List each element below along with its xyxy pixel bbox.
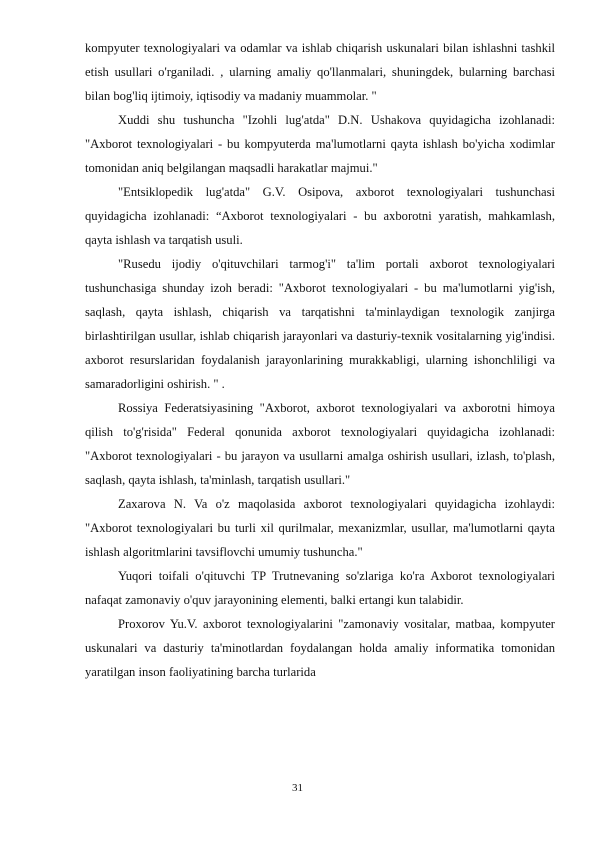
paragraph-zaxarova: Zaxarova N. Va o'z maqolasida axborot texnologiyalari quyidagicha izohlaydi: "Axborot texnologiyalari bu turli xil qurilmalar, mexanizmlar, usullar, ma'lumotlarni qayta ishlash algoritmlarini tavsiflovchi umumiy tushuncha."	[85, 497, 555, 559]
document-body	[85, 36, 555, 684]
page-number: 31	[292, 782, 303, 794]
paragraph-osipova: "Entsiklopedik lug'atda" G.V. Osipova, axborot texnologiyalari tushunchasi quyidagicha izohlanadi: “Axborot texnologiyalari - bu axborotni yaratish, mahkamlash, qayta ishlash va tarqatish usuli.	[85, 185, 555, 247]
paragraph-proxorov: Proxorov Yu.V. axborot texnologiyalarini "zamonaviy vositalar, matbaa, kompyuter uskunalari va dasturiy ta'minotlardan foydalangan holda amaliy informatika tomonidan yaratilgan inson faoliyatining barcha turlarida	[85, 617, 555, 679]
paragraph-federal-law: Rossiya Federatsiyasining "Axborot, axborot texnologiyalari va axborotni himoya qilish to'g'risida" Federal qonunida axborot texnologiyalari quyidagicha izohlanadi: "Axborot texnologiyalari - bu jarayon va usullarni amalga oshirish usullari, izlash, to'plash, saqlash, qayta ishlash, ta'minlash, tarqatish usullari."	[85, 401, 555, 487]
paragraph-continued: kompyuter texnologiyalari va odamlar va ishlab chiqarish uskunalari bilan ishlashni tashkil etish usullari o'rganiladi. , ularning amaliy qo'llanmalari, shuningdek, bularning barchasi bilan bog'liq ijtimoiy, iqtisodiy va madaniy muammolar. "	[85, 41, 555, 103]
paragraph-rusedu: "Rusedu ijodiy o'qituvchilari tarmog'i" ta'lim portali axborot texnologiyalari tushunchasiga shunday izoh beradi: "Axborot texnologiyalari - bu ma'lumotlarni yig'ish, saqlash, qayta ishlash, chiqarish va tarqatishni ta'minlaydigan texnologik zanjirga birlashtirilgan usullar, ishlab chiqarish jarayonlari va dasturiy-texnik vositalarning yig'indisi. axborot resurslaridan foydalanish jarayonlarining murakkabligi, ularning ishonchliligi va samaradorligini oshirish. " .	[85, 257, 555, 391]
paragraph-ushakova: Xuddi shu tushuncha "Izohli lug'atda" D.N. Ushakova quyidagicha izohlanadi: "Axborot texnologiyalari - bu kompyuterda ma'lumotlarni qayta ishlash bo'yicha xodimlar tomonidan aniq belgilangan maqsadli harakatlar majmui."	[85, 113, 555, 175]
paragraph-trutneva: Yuqori toifali o'qituvchi TP Trutnevaning so'zlariga ko'ra Axborot texnologiyalari nafaqat zamonaviy o'quv jarayonining elementi, balki ertangi kun talabidir.	[85, 569, 555, 607]
